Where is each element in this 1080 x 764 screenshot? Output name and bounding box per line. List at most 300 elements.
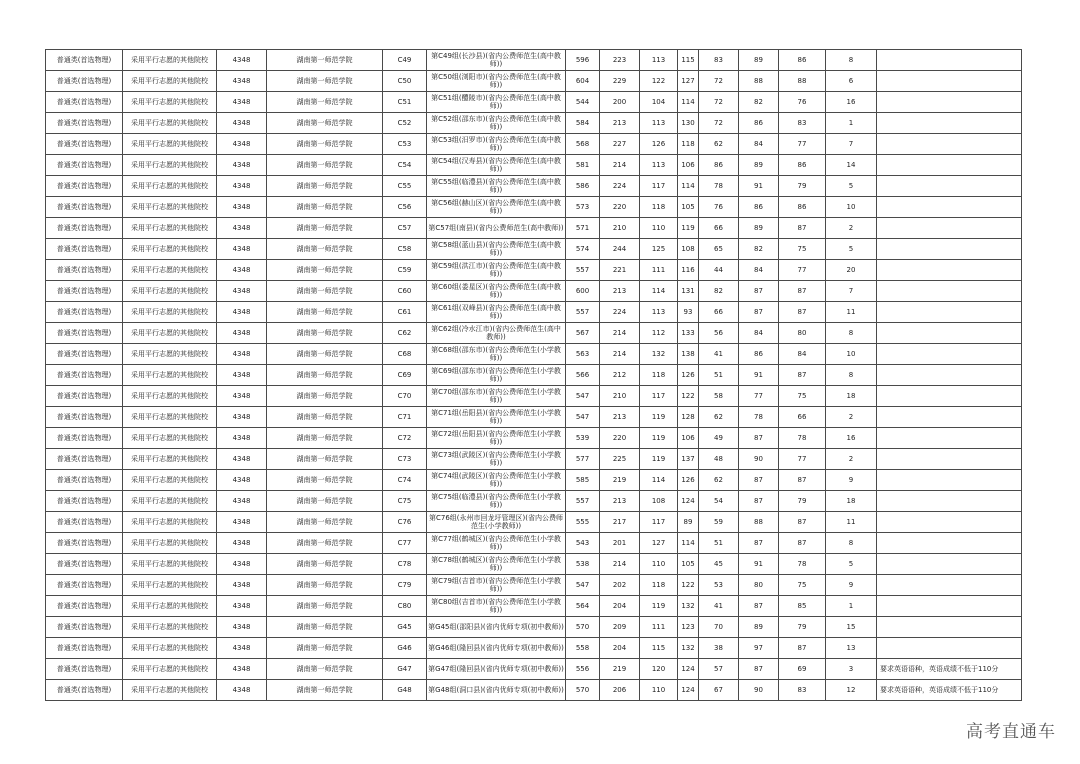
cell-total-score: 600: [566, 281, 600, 302]
cell-score-d: 86: [699, 155, 739, 176]
cell-score-f: 87: [779, 281, 826, 302]
cell-score-b: 119: [640, 407, 678, 428]
cell-remark: [877, 554, 1022, 575]
cell-school-code: 4348: [217, 365, 267, 386]
cell-category: 普通类(首选物理): [46, 197, 123, 218]
cell-category: 普通类(首选物理): [46, 92, 123, 113]
cell-score-e: 89: [739, 617, 779, 638]
cell-score-c: 119: [678, 218, 699, 239]
cell-total-score: 570: [566, 680, 600, 701]
cell-batch: 采用平行志愿的其他院校: [123, 302, 217, 323]
cell-score-f: 85: [779, 596, 826, 617]
cell-group-name: 第C54组(汉寿县)(省内公费师范生(高中教师)): [427, 155, 566, 176]
cell-school-name: 湖南第一师范学院: [267, 638, 383, 659]
cell-score-e: 87: [739, 281, 779, 302]
cell-group-name: 第C62组(冷水江市)(省内公费师范生(高中教师)): [427, 323, 566, 344]
cell-remark: [877, 50, 1022, 71]
cell-rank-count: 6: [826, 71, 877, 92]
cell-score-f: 86: [779, 197, 826, 218]
cell-category: 普通类(首选物理): [46, 575, 123, 596]
cell-rank-count: 5: [826, 554, 877, 575]
table-row: [46, 281, 1022, 302]
cell-total-score: 557: [566, 260, 600, 281]
cell-score-c: 124: [678, 680, 699, 701]
cell-score-a: 220: [600, 428, 640, 449]
cell-batch: 采用平行志愿的其他院校: [123, 113, 217, 134]
cell-score-a: 214: [600, 155, 640, 176]
cell-category: 普通类(首选物理): [46, 449, 123, 470]
cell-total-score: 573: [566, 197, 600, 218]
cell-score-e: 87: [739, 428, 779, 449]
cell-group-name: 第C74组(武陵区)(省内公费师范生(小学教师)): [427, 470, 566, 491]
cell-school-name: 湖南第一师范学院: [267, 50, 383, 71]
cell-batch: 采用平行志愿的其他院校: [123, 554, 217, 575]
cell-remark: [877, 596, 1022, 617]
cell-score-f: 69: [779, 659, 826, 680]
cell-score-c: 118: [678, 134, 699, 155]
cell-remark: [877, 92, 1022, 113]
cell-score-e: 89: [739, 218, 779, 239]
cell-group-name: 第G47组(隆回县)(省内优师专项(初中教师)): [427, 659, 566, 680]
cell-school-code: 4348: [217, 428, 267, 449]
cell-category: 普通类(首选物理): [46, 428, 123, 449]
table-row: [46, 491, 1022, 512]
admission-table: [45, 49, 1022, 701]
table-row: [46, 470, 1022, 491]
cell-school-name: 湖南第一师范学院: [267, 428, 383, 449]
cell-total-score: 571: [566, 218, 600, 239]
cell-school-code: 4348: [217, 323, 267, 344]
cell-group-code: C53: [383, 134, 427, 155]
table-row: [46, 596, 1022, 617]
cell-score-f: 79: [779, 617, 826, 638]
cell-score-e: 86: [739, 197, 779, 218]
cell-rank-count: 10: [826, 344, 877, 365]
cell-school-name: 湖南第一师范学院: [267, 113, 383, 134]
cell-score-c: 132: [678, 596, 699, 617]
cell-score-d: 44: [699, 260, 739, 281]
cell-rank-count: 14: [826, 155, 877, 176]
table-row: [46, 302, 1022, 323]
cell-total-score: 543: [566, 533, 600, 554]
cell-score-c: 126: [678, 365, 699, 386]
cell-category: 普通类(首选物理): [46, 113, 123, 134]
cell-score-d: 62: [699, 470, 739, 491]
cell-batch: 采用平行志愿的其他院校: [123, 197, 217, 218]
cell-score-e: 89: [739, 155, 779, 176]
cell-score-a: 200: [600, 92, 640, 113]
cell-score-e: 91: [739, 365, 779, 386]
cell-category: 普通类(首选物理): [46, 638, 123, 659]
cell-score-a: 217: [600, 512, 640, 533]
cell-score-f: 78: [779, 554, 826, 575]
cell-rank-count: 11: [826, 302, 877, 323]
cell-group-code: C55: [383, 176, 427, 197]
cell-total-score: 581: [566, 155, 600, 176]
cell-group-code: C70: [383, 386, 427, 407]
cell-school-name: 湖南第一师范学院: [267, 302, 383, 323]
cell-score-f: 77: [779, 134, 826, 155]
cell-group-name: 第C78组(鹤城区)(省内公费师范生(小学教师)): [427, 554, 566, 575]
table-row: [46, 512, 1022, 533]
cell-score-b: 118: [640, 575, 678, 596]
table-row: [46, 407, 1022, 428]
cell-group-code: C49: [383, 50, 427, 71]
cell-group-code: C74: [383, 470, 427, 491]
cell-score-d: 82: [699, 281, 739, 302]
cell-score-d: 51: [699, 533, 739, 554]
cell-score-a: 224: [600, 302, 640, 323]
cell-school-code: 4348: [217, 92, 267, 113]
cell-score-c: 137: [678, 449, 699, 470]
cell-group-name: 第C79组(吉首市)(省内公费师范生(小学教师)): [427, 575, 566, 596]
cell-school-code: 4348: [217, 344, 267, 365]
cell-school-code: 4348: [217, 470, 267, 491]
cell-score-b: 119: [640, 449, 678, 470]
cell-group-name: 第C49组(长沙县)(省内公费师范生(高中教师)): [427, 50, 566, 71]
cell-score-d: 72: [699, 71, 739, 92]
table-row: [46, 575, 1022, 596]
cell-school-name: 湖南第一师范学院: [267, 323, 383, 344]
cell-rank-count: 10: [826, 197, 877, 218]
cell-score-a: 210: [600, 386, 640, 407]
cell-score-e: 88: [739, 512, 779, 533]
cell-school-name: 湖南第一师范学院: [267, 512, 383, 533]
cell-score-f: 83: [779, 113, 826, 134]
cell-score-a: 202: [600, 575, 640, 596]
cell-school-name: 湖南第一师范学院: [267, 218, 383, 239]
cell-score-b: 117: [640, 176, 678, 197]
cell-total-score: 574: [566, 239, 600, 260]
cell-category: 普通类(首选物理): [46, 680, 123, 701]
cell-rank-count: 2: [826, 218, 877, 239]
cell-score-a: 223: [600, 50, 640, 71]
cell-group-name: 第C72组(岳阳县)(省内公费师范生(小学教师)): [427, 428, 566, 449]
table-row: [46, 449, 1022, 470]
cell-total-score: 577: [566, 449, 600, 470]
cell-total-score: 538: [566, 554, 600, 575]
cell-batch: 采用平行志愿的其他院校: [123, 239, 217, 260]
cell-group-name: 第G48组(洞口县)(省内优师专项(初中教师)): [427, 680, 566, 701]
cell-score-b: 110: [640, 218, 678, 239]
cell-score-a: 212: [600, 365, 640, 386]
cell-remark: [877, 617, 1022, 638]
table-row: [46, 92, 1022, 113]
cell-score-d: 65: [699, 239, 739, 260]
watermark-text: 高考直通车: [966, 722, 1056, 742]
cell-batch: 采用平行志愿的其他院校: [123, 365, 217, 386]
cell-school-code: 4348: [217, 197, 267, 218]
cell-rank-count: 7: [826, 281, 877, 302]
cell-score-f: 75: [779, 575, 826, 596]
cell-group-name: 第C68组(邵东市)(省内公费师范生(小学教师)): [427, 344, 566, 365]
cell-score-a: 204: [600, 596, 640, 617]
cell-score-c: 130: [678, 113, 699, 134]
cell-score-f: 83: [779, 680, 826, 701]
cell-score-a: 201: [600, 533, 640, 554]
cell-school-name: 湖南第一师范学院: [267, 71, 383, 92]
cell-group-code: C59: [383, 260, 427, 281]
cell-score-d: 45: [699, 554, 739, 575]
cell-group-code: C73: [383, 449, 427, 470]
cell-score-a: 219: [600, 659, 640, 680]
cell-total-score: 555: [566, 512, 600, 533]
cell-score-b: 117: [640, 386, 678, 407]
cell-group-name: 第C70组(邵东市)(省内公费师范生(小学教师)): [427, 386, 566, 407]
cell-remark: [877, 281, 1022, 302]
cell-score-d: 78: [699, 176, 739, 197]
cell-rank-count: 5: [826, 176, 877, 197]
cell-total-score: 567: [566, 323, 600, 344]
cell-score-b: 113: [640, 302, 678, 323]
cell-score-b: 108: [640, 491, 678, 512]
cell-batch: 采用平行志愿的其他院校: [123, 596, 217, 617]
cell-score-e: 87: [739, 596, 779, 617]
cell-group-code: C69: [383, 365, 427, 386]
cell-group-code: C78: [383, 554, 427, 575]
cell-score-c: 127: [678, 71, 699, 92]
cell-score-c: 126: [678, 470, 699, 491]
table-row: [46, 680, 1022, 701]
cell-group-code: G46: [383, 638, 427, 659]
cell-group-code: C71: [383, 407, 427, 428]
cell-batch: 采用平行志愿的其他院校: [123, 407, 217, 428]
cell-score-b: 113: [640, 155, 678, 176]
cell-remark: [877, 302, 1022, 323]
cell-batch: 采用平行志愿的其他院校: [123, 386, 217, 407]
cell-total-score: 547: [566, 386, 600, 407]
cell-group-name: 第C57组(南县)(省内公费师范生(高中教师)): [427, 218, 566, 239]
cell-score-a: 213: [600, 113, 640, 134]
cell-score-f: 87: [779, 302, 826, 323]
cell-total-score: 570: [566, 617, 600, 638]
cell-group-name: 第C55组(临澧县)(省内公费师范生(高中教师)): [427, 176, 566, 197]
cell-category: 普通类(首选物理): [46, 302, 123, 323]
cell-remark: [877, 134, 1022, 155]
cell-category: 普通类(首选物理): [46, 617, 123, 638]
cell-group-code: G48: [383, 680, 427, 701]
cell-school-name: 湖南第一师范学院: [267, 134, 383, 155]
cell-group-name: 第C76组(永州市回龙圩管理区)(省内公费师范生(小学教师)): [427, 512, 566, 533]
cell-score-e: 78: [739, 407, 779, 428]
cell-batch: 采用平行志愿的其他院校: [123, 533, 217, 554]
cell-batch: 采用平行志愿的其他院校: [123, 50, 217, 71]
table-row: [46, 218, 1022, 239]
table-row: [46, 365, 1022, 386]
cell-score-d: 66: [699, 218, 739, 239]
cell-category: 普通类(首选物理): [46, 50, 123, 71]
cell-school-name: 湖南第一师范学院: [267, 680, 383, 701]
cell-batch: 采用平行志愿的其他院校: [123, 344, 217, 365]
cell-remark: [877, 428, 1022, 449]
cell-rank-count: 1: [826, 596, 877, 617]
cell-score-c: 132: [678, 638, 699, 659]
cell-rank-count: 16: [826, 92, 877, 113]
cell-score-c: 138: [678, 344, 699, 365]
cell-school-name: 湖南第一师范学院: [267, 239, 383, 260]
cell-group-name: 第C61组(双峰县)(省内公费师范生(高中教师)): [427, 302, 566, 323]
cell-rank-count: 15: [826, 617, 877, 638]
cell-group-code: C52: [383, 113, 427, 134]
cell-score-b: 115: [640, 638, 678, 659]
cell-score-e: 82: [739, 92, 779, 113]
cell-score-d: 54: [699, 491, 739, 512]
cell-group-name: 第C59组(洪江市)(省内公费师范生(高中教师)): [427, 260, 566, 281]
cell-score-a: 221: [600, 260, 640, 281]
cell-remark: [877, 176, 1022, 197]
cell-score-f: 86: [779, 50, 826, 71]
cell-score-c: 114: [678, 92, 699, 113]
cell-score-b: 117: [640, 512, 678, 533]
table-row: [46, 659, 1022, 680]
cell-school-code: 4348: [217, 491, 267, 512]
cell-score-c: 114: [678, 533, 699, 554]
cell-school-code: 4348: [217, 512, 267, 533]
cell-score-e: 84: [739, 134, 779, 155]
cell-remark: [877, 386, 1022, 407]
cell-score-a: 213: [600, 281, 640, 302]
cell-remark: [877, 218, 1022, 239]
cell-school-code: 4348: [217, 50, 267, 71]
cell-score-b: 119: [640, 428, 678, 449]
cell-school-code: 4348: [217, 407, 267, 428]
cell-score-e: 90: [739, 680, 779, 701]
cell-school-name: 湖南第一师范学院: [267, 575, 383, 596]
cell-score-d: 83: [699, 50, 739, 71]
cell-score-d: 72: [699, 92, 739, 113]
cell-batch: 采用平行志愿的其他院校: [123, 155, 217, 176]
cell-category: 普通类(首选物理): [46, 71, 123, 92]
cell-score-d: 53: [699, 575, 739, 596]
cell-category: 普通类(首选物理): [46, 407, 123, 428]
cell-score-e: 80: [739, 575, 779, 596]
cell-group-code: C77: [383, 533, 427, 554]
table-row: [46, 176, 1022, 197]
table-row: [46, 638, 1022, 659]
cell-score-f: 87: [779, 512, 826, 533]
cell-remark: [877, 407, 1022, 428]
cell-school-name: 湖南第一师范学院: [267, 596, 383, 617]
cell-category: 普通类(首选物理): [46, 176, 123, 197]
cell-group-code: C58: [383, 239, 427, 260]
cell-score-b: 110: [640, 554, 678, 575]
cell-score-f: 88: [779, 71, 826, 92]
cell-category: 普通类(首选物理): [46, 281, 123, 302]
table-row: [46, 134, 1022, 155]
cell-score-b: 111: [640, 617, 678, 638]
cell-school-name: 湖南第一师范学院: [267, 344, 383, 365]
cell-remark: [877, 260, 1022, 281]
cell-rank-count: 8: [826, 533, 877, 554]
cell-score-e: 90: [739, 449, 779, 470]
cell-score-b: 113: [640, 113, 678, 134]
cell-score-c: 108: [678, 239, 699, 260]
cell-batch: 采用平行志愿的其他院校: [123, 449, 217, 470]
cell-school-code: 4348: [217, 554, 267, 575]
cell-category: 普通类(首选物理): [46, 155, 123, 176]
cell-score-c: 116: [678, 260, 699, 281]
cell-score-f: 75: [779, 386, 826, 407]
cell-score-a: 209: [600, 617, 640, 638]
cell-remark: [877, 323, 1022, 344]
cell-rank-count: 3: [826, 659, 877, 680]
cell-batch: 采用平行志愿的其他院校: [123, 218, 217, 239]
cell-score-c: 122: [678, 575, 699, 596]
cell-score-b: 118: [640, 197, 678, 218]
cell-rank-count: 18: [826, 491, 877, 512]
cell-rank-count: 8: [826, 323, 877, 344]
cell-total-score: 584: [566, 113, 600, 134]
cell-school-code: 4348: [217, 575, 267, 596]
cell-score-b: 122: [640, 71, 678, 92]
cell-score-d: 41: [699, 344, 739, 365]
cell-score-c: 124: [678, 491, 699, 512]
cell-score-d: 58: [699, 386, 739, 407]
cell-score-f: 87: [779, 365, 826, 386]
cell-score-c: 133: [678, 323, 699, 344]
cell-category: 普通类(首选物理): [46, 554, 123, 575]
cell-score-c: 122: [678, 386, 699, 407]
cell-score-c: 128: [678, 407, 699, 428]
cell-group-code: C68: [383, 344, 427, 365]
cell-score-e: 77: [739, 386, 779, 407]
cell-remark: [877, 155, 1022, 176]
table-row: [46, 386, 1022, 407]
table-row: [46, 428, 1022, 449]
cell-score-c: 124: [678, 659, 699, 680]
cell-group-name: 第C52组(邵东市)(省内公费师范生(高中教师)): [427, 113, 566, 134]
cell-batch: 采用平行志愿的其他院校: [123, 71, 217, 92]
table-row: [46, 554, 1022, 575]
cell-batch: 采用平行志愿的其他院校: [123, 491, 217, 512]
cell-total-score: 557: [566, 302, 600, 323]
cell-score-d: 62: [699, 134, 739, 155]
cell-batch: 采用平行志愿的其他院校: [123, 323, 217, 344]
cell-score-e: 89: [739, 50, 779, 71]
cell-score-a: 214: [600, 344, 640, 365]
cell-total-score: 547: [566, 575, 600, 596]
cell-score-c: 106: [678, 428, 699, 449]
cell-score-e: 91: [739, 176, 779, 197]
cell-group-name: 第C77组(鹤城区)(省内公费师范生(小学教师)): [427, 533, 566, 554]
cell-category: 普通类(首选物理): [46, 470, 123, 491]
cell-school-code: 4348: [217, 281, 267, 302]
cell-score-c: 123: [678, 617, 699, 638]
cell-remark: [877, 575, 1022, 596]
cell-group-code: C60: [383, 281, 427, 302]
cell-rank-count: 1: [826, 113, 877, 134]
cell-group-name: 第C75组(临澧县)(省内公费师范生(小学教师)): [427, 491, 566, 512]
cell-score-f: 80: [779, 323, 826, 344]
cell-school-name: 湖南第一师范学院: [267, 155, 383, 176]
cell-group-code: C51: [383, 92, 427, 113]
cell-group-code: C54: [383, 155, 427, 176]
cell-score-f: 84: [779, 344, 826, 365]
cell-school-code: 4348: [217, 659, 267, 680]
cell-score-f: 76: [779, 92, 826, 113]
cell-score-c: 106: [678, 155, 699, 176]
cell-school-code: 4348: [217, 155, 267, 176]
cell-category: 普通类(首选物理): [46, 491, 123, 512]
cell-score-c: 131: [678, 281, 699, 302]
cell-score-c: 114: [678, 176, 699, 197]
cell-total-score: 585: [566, 470, 600, 491]
table-row: [46, 71, 1022, 92]
cell-group-name: 第C53组(汨罗市)(省内公费师范生(高中教师)): [427, 134, 566, 155]
cell-group-name: 第C69组(邵东市)(省内公费师范生(小学教师)): [427, 365, 566, 386]
cell-school-name: 湖南第一师范学院: [267, 260, 383, 281]
cell-group-code: G47: [383, 659, 427, 680]
